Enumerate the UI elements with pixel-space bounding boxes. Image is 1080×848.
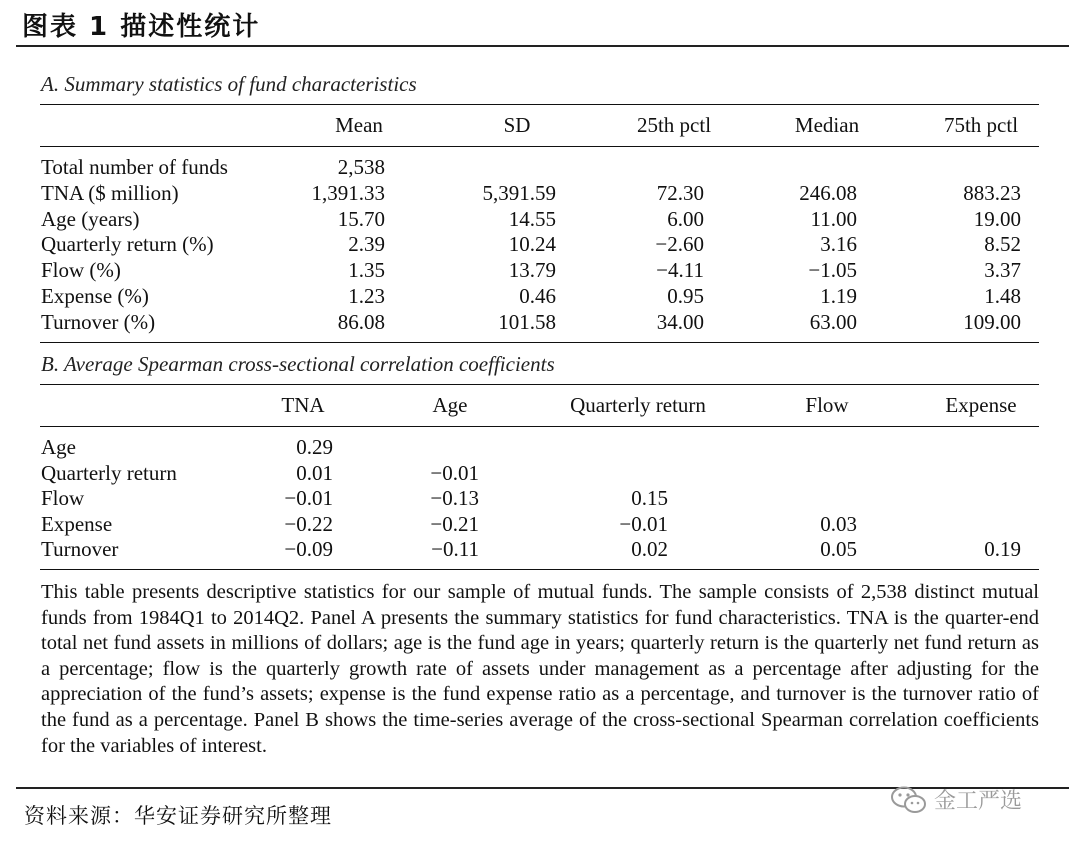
panel-a-header-rule — [40, 146, 1039, 147]
panel-b-header-3: Flow — [805, 393, 849, 417]
table-cell: 14.55 — [508, 206, 556, 231]
panel-a-header-2: 25th pctl — [636, 113, 712, 137]
table-cell: 2.39 — [348, 232, 385, 257]
table-cell: 6.00 — [667, 206, 704, 231]
row-label: Flow — [41, 486, 85, 511]
row-label: Turnover (%) — [41, 309, 156, 334]
row-label: Total number of funds — [41, 155, 228, 179]
table-note: This table presents descriptive statistics for our sample of mutual funds. The sample consists of 2,538 distinct mutual funds from 1984Q1 to 2014Q2. Panel A presents the summary statistics for fund characteristics. TNA is the quarter-end total net fund assets in millions of dollars; age is the fund age in years; quarterly return is the quarterly net fund return as a percentage; flow is the quarterly growth rate of assets under management as a percentage after adjusting for the appreciation of the fund’s assets; expense is the fund expense ratio as a percentage, and turnover is the turnover ratio of the fund as a percentage. Panel B shows the time-series average of the cross-sectional Spearman correlation coefficients for the variables of interest. — [41, 581, 1039, 757]
row-label: Quarterly return (%) — [41, 232, 214, 257]
table-cell: 0.03 — [820, 511, 857, 536]
table-cell: −1.05 — [808, 258, 857, 283]
panel-b-header-1: Age — [432, 393, 468, 417]
watermark — [890, 784, 1022, 815]
table-cell: −0.01 — [430, 460, 479, 485]
title-divider — [16, 45, 1069, 47]
table-cell: 3.16 — [820, 232, 857, 257]
table-cell: −4.11 — [656, 258, 704, 283]
table-cell: 3.37 — [984, 258, 1021, 283]
table-cell: 0.46 — [519, 284, 556, 308]
table-cell: 246.08 — [799, 180, 857, 205]
table-cell: 0.15 — [631, 486, 668, 511]
row-label: Quarterly return — [41, 460, 177, 485]
row-label: Expense (%) — [41, 284, 149, 308]
row-label: Age (years) — [41, 206, 140, 231]
table-cell: 1.48 — [984, 284, 1021, 308]
table-cell: 0.19 — [984, 537, 1021, 562]
table-cell: 0.05 — [820, 537, 857, 562]
panel-b-header-2: Quarterly return — [570, 393, 706, 417]
table-cell: 0.01 — [296, 460, 333, 485]
figure-title: 图表 1 描述性统计 — [22, 12, 261, 42]
table-cell: 11.00 — [810, 206, 857, 231]
table-cell: 1.35 — [348, 258, 385, 283]
table-cell: −0.13 — [430, 486, 479, 511]
row-label: Expense — [41, 511, 113, 536]
table-cell: −0.09 — [284, 537, 333, 562]
table-cell: 8.52 — [984, 232, 1021, 257]
table-cell: −2.60 — [655, 232, 704, 257]
table-cell: 883.23 — [963, 180, 1021, 205]
watermark-text: 金工严选 — [934, 789, 1023, 814]
panel-a-header-1: SD — [503, 113, 531, 137]
row-label: Turnover — [41, 537, 119, 562]
table-cell: 109.00 — [963, 309, 1021, 334]
table-cell: 1.19 — [820, 284, 857, 308]
table-cell: 5,391.59 — [482, 180, 556, 205]
panel-b-header-rule — [40, 426, 1039, 427]
panel-b-top-rule — [40, 384, 1039, 385]
source-note: 资料来源：华安证券研究所整理 — [24, 804, 332, 828]
table-cell: 2,538 — [337, 155, 385, 179]
row-label: TNA ($ million) — [41, 180, 179, 205]
table-cell: 86.08 — [337, 309, 385, 334]
table-cell: 63.00 — [809, 309, 857, 334]
panel-b-caption: B. Average Spearman cross-sectional correlation coefficients — [41, 352, 555, 376]
table-cell: −0.22 — [284, 511, 333, 536]
panel-a-header-4: 75th pctl — [943, 113, 1019, 137]
panel-a-header-0: Mean — [335, 113, 383, 137]
table-cell: 19.00 — [973, 206, 1021, 231]
panel-a-header-3: Median — [794, 113, 860, 137]
wechat-icon — [890, 785, 928, 815]
table-cell: 101.58 — [498, 309, 556, 334]
panel-b-header-4: Expense — [945, 393, 1017, 417]
table-cell: −0.21 — [430, 511, 479, 536]
table-cell: 0.95 — [667, 284, 704, 308]
table-cell: 10.24 — [508, 232, 556, 257]
table-cell: 13.79 — [508, 258, 556, 283]
panel-a-bottom-rule — [40, 342, 1039, 343]
table-cell: −0.01 — [284, 486, 333, 511]
table-cell: −0.11 — [431, 537, 479, 562]
panel-a-caption: A. Summary statistics of fund characteristics — [41, 72, 417, 96]
table-cell: 0.02 — [631, 537, 668, 562]
row-label: Flow (%) — [41, 258, 121, 283]
table-cell: −0.01 — [619, 511, 668, 536]
panel-b-header-0: TNA — [281, 393, 325, 417]
table-cell: 34.00 — [656, 309, 704, 334]
table-cell: 1,391.33 — [311, 180, 385, 205]
table-cell: 72.30 — [656, 180, 704, 205]
panel-b-bottom-rule — [40, 569, 1039, 570]
table-cell: 15.70 — [337, 206, 385, 231]
row-label: Age — [41, 435, 76, 459]
table-cell: 1.23 — [348, 284, 385, 308]
table-cell: 0.29 — [296, 435, 333, 459]
panel-a-top-rule — [40, 104, 1039, 105]
